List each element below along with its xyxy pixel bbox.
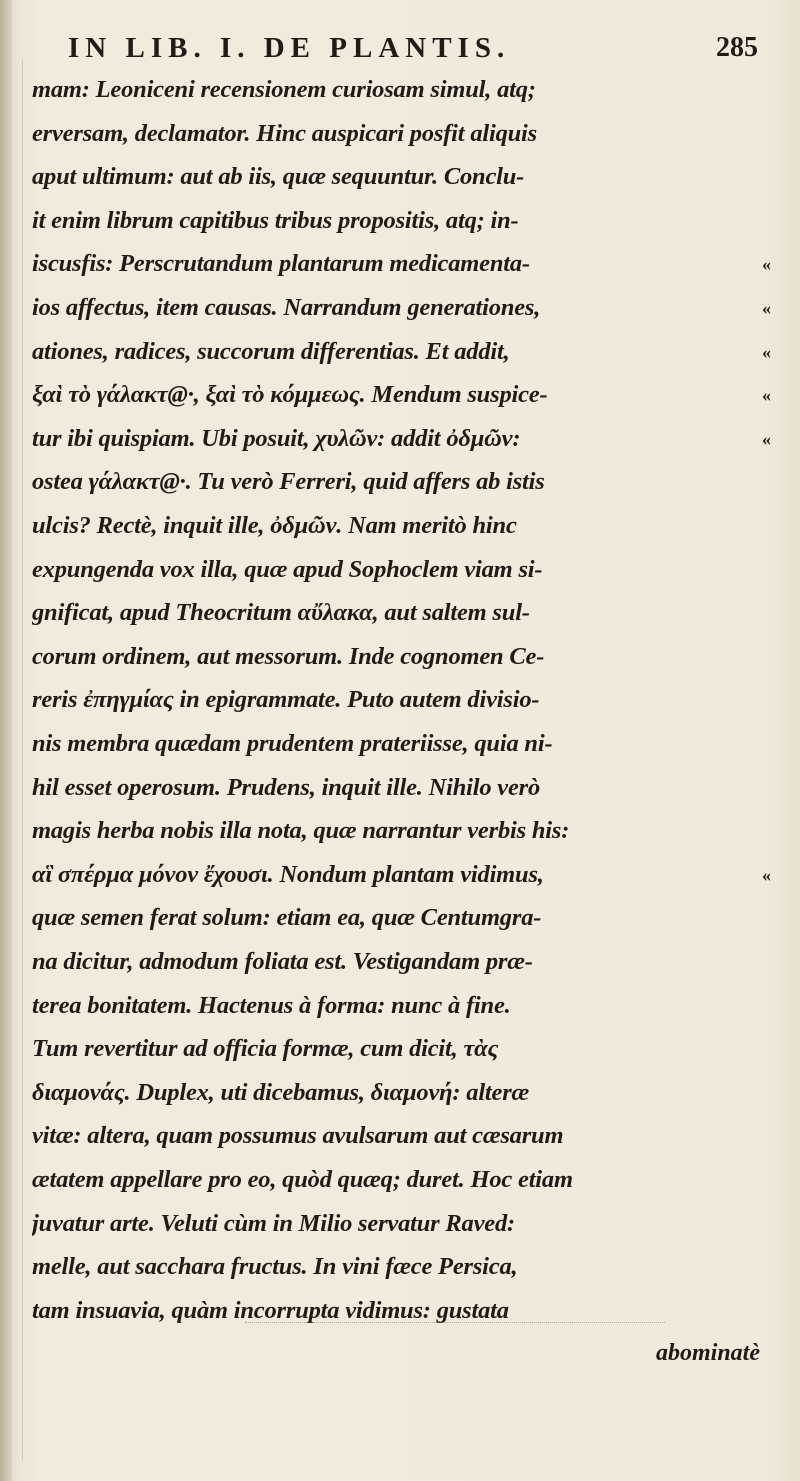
text-line: aput ultimum: aut ab iis, quæ sequuntur. Conclu- [32,163,525,191]
text-line: ationes, radices, succorum differentias. Et addit, [32,337,510,365]
page-header [40,24,770,68]
text-line: erversam, declamator. Hinc auspicari posfit aliquis [32,119,537,147]
text-line: iscusfis: Perscrutandum plantarum medicamenta- [32,250,530,278]
margin-quotation-mark: « [762,341,771,362]
press-mark [245,1316,665,1323]
text-line: vitæ: altera, quam possumus avulsarum aut cæsarum [32,1122,564,1150]
margin-quotation-mark: « [762,864,771,885]
margin-quotation-mark: « [762,298,771,318]
running-head: IN LIB. I. DE PLANTIS. [68,32,511,64]
text-line: quæ semen ferat solum: etiam ea, quæ Centumgra- [32,904,542,932]
text-line: tam insuavia, quàm incorrupta vidimus: gustata [32,1296,509,1324]
text-line: na dicitur, admodum foliata est. Vestigandam præ- [32,948,533,975]
text-line: ios affectus, item causas. Narrandum generationes, [32,294,541,321]
text-line: ξαὶ τὸ γάλακτ@·, ξαὶ τὸ κόμμεως. Mendum suspice- [32,381,548,409]
margin-quotation-mark: « [762,254,771,275]
text-line: corum ordinem, aut messorum. Inde cognomen Ce- [32,642,545,670]
text-line: mam: Leoniceni recensionem curiosam simul, atq; [32,76,536,103]
text-line: it enim librum capitibus tribus propositis, atq; in- [32,206,519,234]
text-line: nis membra quædam prudentem prateriisse, quia ni- [32,730,553,757]
text-line: melle, aut sacchara fructus. In vini fæce Persica, [32,1253,518,1281]
text-line: διαμονάς. Duplex, uti dicebamus, διαμονή: alteræ [32,1078,530,1106]
text-line: reris ἐπηγμίας in epigrammate. Puto autem divisio- [32,686,540,714]
page-number: 285 [716,32,758,63]
page-binding-edge [0,0,12,1481]
text-line: expungenda vox illa, quæ apud Sophoclem viam si- [32,555,543,583]
catchword: abominatè [655,1340,760,1366]
text-line: ostea γάλακτ@·. Tu verò Ferreri, quid affers ab istis [32,468,545,496]
text-line: gnificat, apud Theocritum αὔλακα, aut saltem sul- [32,599,530,627]
text-line: magis herba nobis illa nota, quæ narrantur verbis his: [32,817,570,845]
text-line: tur ibi quispiam. Ubi posuit, χυλῶν: addit ὀδμῶν: [32,424,521,452]
text-line: ætatem appellare pro eo, quòd quæq; duret. Hoc etiam [32,1166,573,1193]
gutter-rule [22,60,23,1460]
margin-quotation-mark: « [762,385,771,406]
text-line: Tum revertitur ad officia formæ, cum dicit, τὰς [32,1035,499,1063]
text-line: hil esset operosum. Prudens, inquit ille. Nihilo verò [32,773,541,801]
margin-quotation-mark: « [762,428,771,449]
text-line: ulcis? Rectè, inquit ille, ὀδμῶν. Nam meritò hinc [32,512,517,539]
text-line: juvatur arte. Veluti cùm in Milio servatur Raved: [32,1209,515,1237]
text-line: αἳ σπέρμα μόνον ἔχουσι. Nondum plantam vidimus, [32,860,544,888]
text-line: terea bonitatem. Hactenus à forma: nunc à fine. [32,991,511,1019]
